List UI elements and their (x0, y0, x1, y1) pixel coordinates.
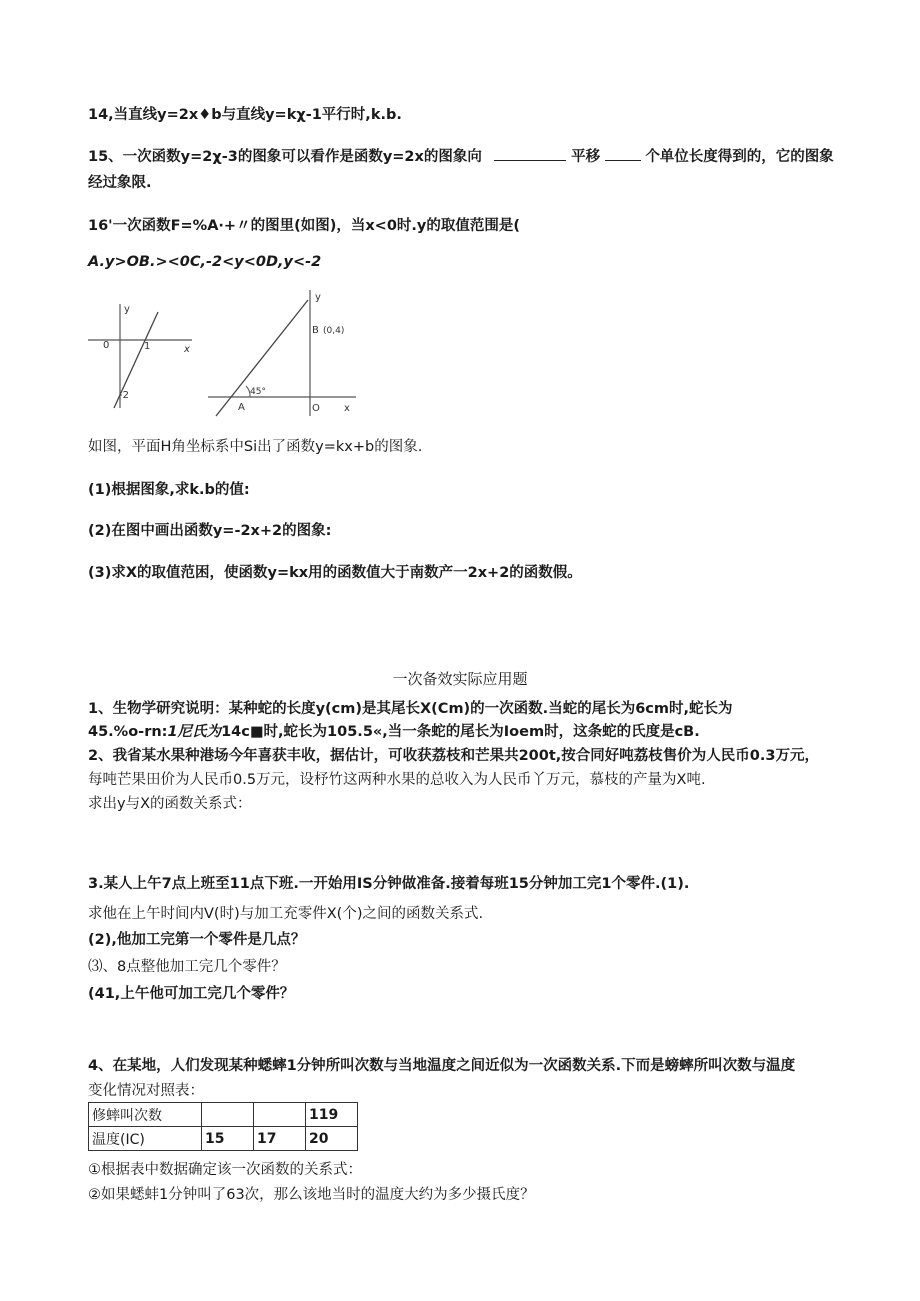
answer-blank (605, 146, 641, 161)
table-cell: 17 (254, 1127, 306, 1151)
x-label: x (184, 344, 190, 355)
question-15-part-a: 15、一次函数y=2χ-3的图象可以看作是函数y=2x的图象向 (88, 149, 482, 165)
question-16-options: A.y>OB.><0C,-2<y<0D,y<-2 (88, 254, 322, 270)
table-row-header: 修蟀叫次数 (89, 1103, 202, 1127)
question-15-part-c: 个单位长度得到的，它的图象 (645, 149, 834, 165)
figure-left-graph (86, 300, 198, 412)
applied-3-line-3: (2),他加工完第一个零件是几点？ (88, 932, 306, 948)
table-row-header: 温度(IC) (89, 1127, 202, 1151)
question-16: 16'一次函数F=%A·+〃的图里(如图)，当x<0时.y的取值范围是( (88, 218, 521, 234)
applied-3-line-5: (41,上午他可加工完几个零件？ (88, 986, 295, 1002)
table-row (89, 1103, 358, 1127)
table-cell: 119 (306, 1103, 358, 1127)
applied-3-line-1: 3.某人上午7点上班至11点下班.一开始用IS分钟做准备.接着每班15分钟加工完1个零件.(1). (88, 876, 690, 892)
applied-1-line-1: 1、生物学研究说明：某种蛇的长度y(cm)是其尾长X(Cm)的一次函数.当蛇的尾长为6cm时,蛇长为 (88, 701, 733, 717)
applied-4-question-2: ②如果蟋蚌1分钟叫了63次，那么该地当时的温度大约为多少摄氏度？ (88, 1187, 535, 1203)
point-b-label: B (312, 325, 319, 336)
point-b-coord: (0,4) (323, 326, 345, 336)
origin-label: 0 (103, 340, 110, 351)
applied-4-line-2: 变化情况对照表： (88, 1083, 204, 1099)
applied-2-line-3: 求出y与X的函数关系式： (88, 796, 252, 812)
y-intercept-label: -2 (119, 390, 129, 401)
angle-label: 45° (250, 387, 266, 397)
problem-part-2: (2)在图中画出函数y=-2x+2的图象: (88, 523, 332, 539)
applied-1-part-c: 14c■时,蛇长为105.5«,当一条蛇的尾长为Ioem时，这条蛇的氏度是cB. (221, 724, 700, 740)
cricket-temperature-table (88, 1102, 358, 1151)
question-15-line-2: 经过象限. (88, 175, 152, 191)
applied-1-line-2 (88, 720, 700, 741)
applied-2-line-2: 每吨芒果田价为人民币0.5万元，设杼竹这两种水果的总收入为人民币丫万元，慕枝的产量为X吨. (88, 772, 706, 788)
point-a-label: A (238, 402, 245, 413)
y-label: y (315, 292, 321, 303)
applied-1-part-b: 1尼氏为 (167, 724, 222, 740)
problem-part-1: (1)根据图象,求k.b的值: (88, 482, 250, 498)
question-14: 14,当直线y=2x♦b与直线y=kχ-1平行时,k.b. (88, 107, 402, 123)
applied-3-line-2: 求他在上午时间内V(时)与加工充零件X(个)之间的函数关系式. (88, 906, 484, 922)
question-15-part-b: 平移 (571, 149, 601, 165)
figure-right-graph (206, 288, 362, 420)
applied-3-line-4: ⑶、8点整他加工完几个零件？ (88, 959, 286, 975)
table-cell (202, 1103, 254, 1127)
applied-1-part-a: 45.%o-rn: (88, 724, 168, 740)
table-cell: 20 (306, 1127, 358, 1151)
problem-intro: 如图，平面H角坐标系中Si出了函数y=kx+b的图象. (88, 439, 423, 455)
origin-label: O (312, 403, 320, 414)
answer-blank (494, 146, 566, 161)
applied-4-question-1: ①根据表中数据确定该一次函数的关系式： (88, 1162, 362, 1178)
applied-2-line-1: 2、我省某水果种港场今年喜获丰收，据估计，可收获荔枝和芒果共200t,按合同好吨荔枝售价为人民币0.3万元， (88, 748, 819, 764)
y-label: y (124, 304, 130, 315)
question-15 (88, 145, 834, 166)
problem-part-3: (3)求X的取值范困，使函数y=kx用的函数值大于南数产一2x+2的函数假。 (88, 565, 582, 581)
x-label: x (344, 403, 350, 414)
applied-4-line-1: 4、在某地，人们发现某种蟋蟀1分钟所叫次数与当地温度之间近似为一次函数关系.下而是螃蟀所叫次数与温度 (88, 1058, 796, 1074)
section-title: 一次备效实际应用题 (392, 670, 528, 688)
table-row (89, 1127, 358, 1151)
table-cell (254, 1103, 306, 1127)
function-line (216, 300, 308, 416)
table-cell: 15 (202, 1127, 254, 1151)
x-intercept-label: 1 (144, 341, 151, 352)
